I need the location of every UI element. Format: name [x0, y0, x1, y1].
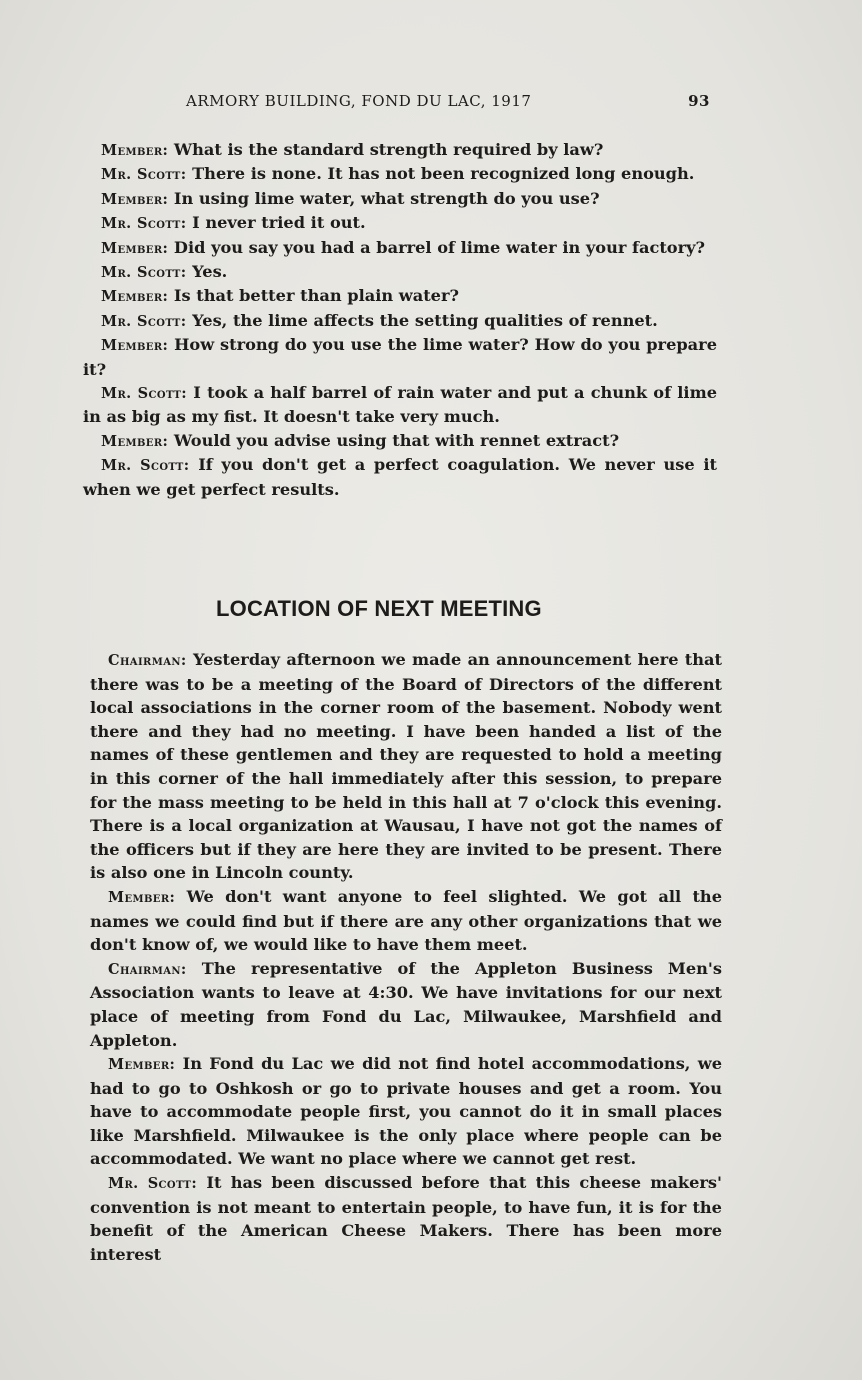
speech-text: I never tried it out.: [192, 213, 366, 233]
dialogue-paragraph: [83, 453, 717, 501]
dialogue-paragraph: [83, 138, 717, 162]
speech-text: What is the standard strength required by law?: [173, 140, 604, 159]
speaker-label: Mr. Scott:: [101, 457, 190, 475]
speech-text: Yesterday afternoon we made an announcement here that there was to be a meeting of the Board of Directors of the different local associations in the corner room of the basement. Nobody went there and they had no meeting. I have been handed a list of the names of these gentlemen and they are requested to hold a meeting in this corner of the hall immediately after this session, to prepare for the mass meeting to be held in this hall at 7 o'clock this evening. There is a local organization at Wausau, I have not got the names of the officers but if they are here they are invited to be present. There is also one in Lincoln county.: [90, 650, 722, 883]
page-number: 93: [688, 92, 710, 110]
speech-text: We don't want anyone to feel slighted. We got all the names we could find but if there are any other organizations that we don't know of, we would like to have them meet.: [90, 886, 722, 955]
dialogue-paragraph: [90, 1052, 722, 1171]
dialogue-paragraph: [90, 885, 722, 957]
dialogue-paragraph: [83, 429, 717, 453]
speech-text: Yes, the lime affects the setting qualities of rennet.: [192, 310, 658, 330]
speech-text: I took a half barrel of rain water and put a chunk of lime in as big as my fist. It doesn't take very much.: [83, 383, 717, 427]
dialogue-paragraph: [90, 1171, 722, 1266]
speaker-label: Member:: [101, 239, 169, 257]
speaker-label: Mr. Scott:: [101, 166, 187, 184]
speech-text: If you don't get a perfect coagulation. We never use it when we get perfect results.: [83, 455, 717, 499]
meeting-dialogue-block: [90, 648, 722, 1266]
dialogue-paragraph: [83, 333, 717, 381]
speaker-label: Chairman:: [108, 960, 187, 978]
speech-text: The representative of the Appleton Business Men's Association wants to leave at 4:30. We have invitations for our next place of meeting from Fond du Lac, Milwaukee, Marshfield and Appleton.: [90, 958, 722, 1050]
dialogue-paragraph: [83, 381, 717, 429]
speaker-label: Member:: [101, 432, 169, 450]
speaker-label: Member:: [101, 288, 169, 306]
speaker-label: Member:: [108, 888, 176, 906]
speech-text: In Fond du Lac we did not find hotel accommodations, we had to go to Oshkosh or go to private houses and get a room. You have to accommodate people first, you cannot do it in small places like Marshfield. Milwaukee is the only place where people can be accommodated. We want no place where we cannot get rest.: [90, 1054, 723, 1169]
speaker-label: Mr. Scott:: [101, 264, 187, 282]
dialogue-paragraph: [83, 236, 717, 260]
running-head-title: ARMORY BUILDING, FOND DU LAC, 1917: [186, 92, 532, 110]
dialogue-paragraph: [83, 162, 717, 186]
section-heading: LOCATION OF NEXT MEETING: [216, 596, 542, 621]
dialogue-paragraph: [83, 211, 717, 235]
speech-text: Did you say you had a barrel of lime water in your factory?: [173, 237, 706, 257]
qa-dialogue-block: [83, 138, 717, 501]
speech-text: It has been discussed before that this cheese makers' convention is not meant to entertain people, to have fun, it is for the benefit of the American Cheese Makers. There has been more interest: [90, 1173, 723, 1264]
speaker-label: Member:: [101, 142, 169, 159]
speech-text: There is none. It has not been recognized long enough.: [192, 164, 695, 184]
dialogue-paragraph: [83, 284, 717, 308]
speaker-label: Chairman:: [108, 652, 187, 669]
speaker-label: Mr. Scott:: [101, 215, 187, 233]
dialogue-paragraph: [90, 648, 722, 885]
speech-text: Would you advise using that with rennet extract?: [173, 430, 620, 450]
speaker-label: Mr. Scott:: [101, 312, 187, 330]
speech-text: Yes.: [192, 262, 228, 282]
speaker-label: Member:: [108, 1056, 176, 1074]
speaker-label: Mr. Scott:: [101, 385, 188, 403]
speaker-label: Member:: [101, 337, 169, 355]
speaker-label: Mr. Scott:: [108, 1175, 198, 1193]
speech-text: In using lime water, what strength do you use?: [173, 188, 600, 208]
dialogue-paragraph: [90, 957, 722, 1052]
dialogue-paragraph: [83, 309, 717, 333]
speech-text: Is that better than plain water?: [173, 286, 459, 306]
dialogue-paragraph: [83, 187, 717, 211]
speech-text: How strong do you use the lime water? How do you prepare it?: [83, 335, 717, 379]
speaker-label: Member:: [101, 190, 169, 208]
dialogue-paragraph: [83, 260, 717, 284]
